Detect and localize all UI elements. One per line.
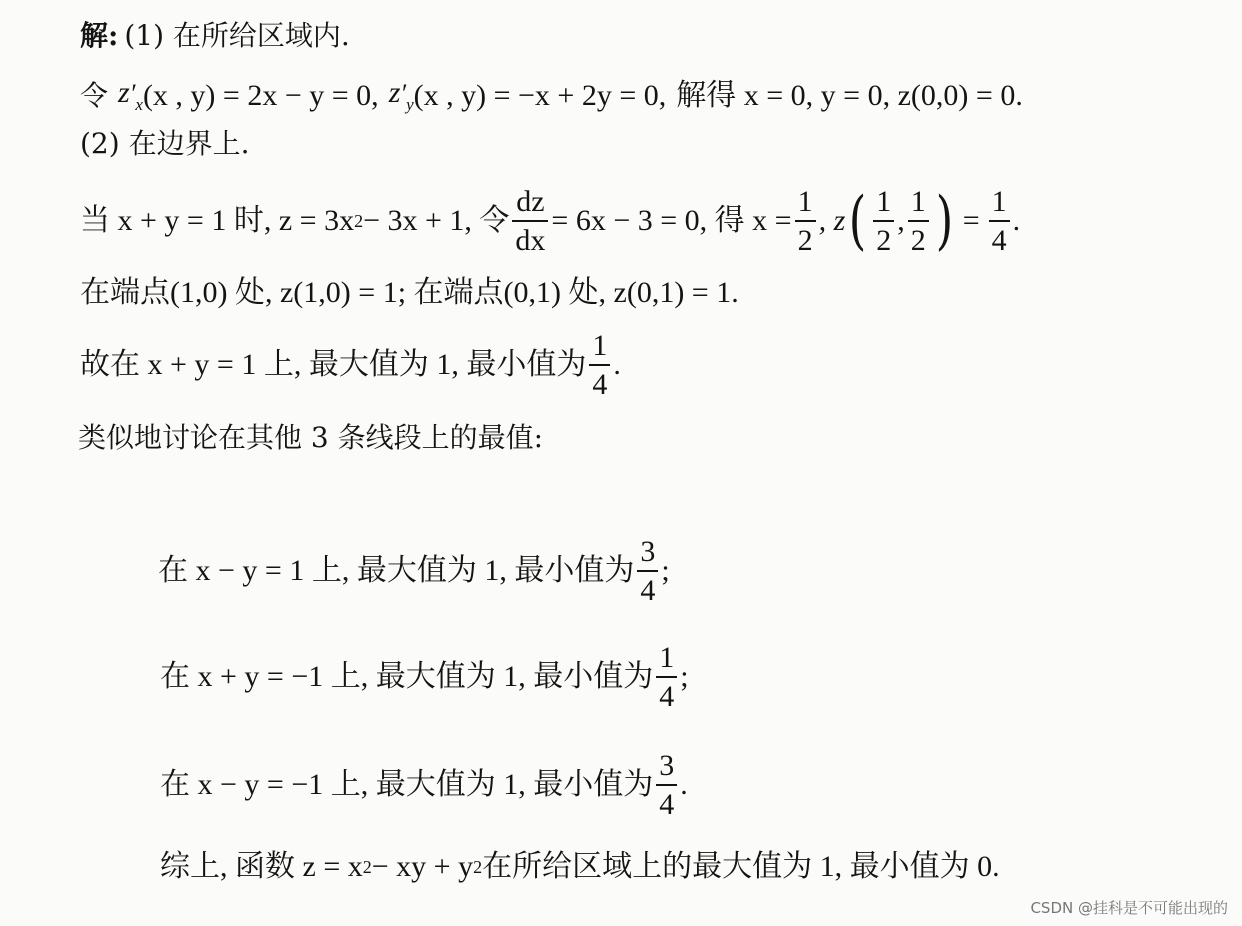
point-y-fraction: $\frac{1}{2}$: [908, 186, 929, 256]
boundary-eq-post: − 3x + 1, 令: [363, 204, 510, 237]
solved-values: 解得 x = 0, y = 0, z(0,0) = 0.: [676, 78, 1023, 112]
segment1-text: 故在 x + y = 1 上, 最大值为 1, 最小值为: [80, 348, 587, 381]
zy-partial: $z'_y$: [388, 76, 414, 114]
solve-label: 解:: [80, 19, 119, 52]
eq2-rest: (x , y) = −x + 2y = 0,: [413, 78, 667, 112]
segment4-min-fraction: $\frac{3}{4}$: [656, 750, 677, 820]
line-segment3-result: 在 x + y = −1 上, 最大值为 1, 最小值为 $\frac{1}{4}$ ;: [160, 641, 689, 713]
segment3-text: 在 x + y = −1 上, 最大值为 1, 最小值为: [160, 660, 654, 693]
point-x-fraction: $\frac{1}{2}$: [873, 186, 894, 256]
part2-title: (2) 在边界上.: [80, 127, 250, 160]
conclusion-pre: 综上, 函数 z = x: [160, 850, 363, 883]
z-value-fraction: $\frac{1}{4}$: [989, 186, 1010, 256]
segment2-min-fraction: $\frac{3}{4}$: [637, 536, 658, 606]
endpoints-text: 在端点(1,0) 处, z(1,0) = 1; 在端点(0,1) 处, z(0,1) = 1.: [80, 276, 739, 309]
line-conclusion: 综上, 函数 z = x 2 − xy + y 2 在所给区域上的最大值为 1, 最小值为 0.: [160, 850, 1000, 883]
similar-note-text: 类似地讨论在其他 3 条线段上的最值:: [78, 421, 544, 454]
x-half-fraction: $\frac{1}{2}$: [795, 186, 816, 256]
csdn-watermark: CSDN @挂科是不可能出现的: [1030, 899, 1228, 917]
line-part1-heading: [80, 19, 350, 52]
line-similar-note: [78, 421, 544, 454]
ling-label: 令: [80, 78, 109, 112]
line-segment4-result: 在 x − y = −1 上, 最大值为 1, 最小值为 $\frac{3}{4}$ .: [160, 749, 688, 821]
line-segment1-result: 故在 x + y = 1 上, 最大值为 1, 最小值为 $\frac{1}{4}$ .: [80, 329, 621, 401]
segment4-text: 在 x − y = −1 上, 最大值为 1, 最小值为: [160, 768, 654, 801]
line-endpoints: [80, 278, 739, 308]
segment2-text: 在 x − y = 1 上, 最大值为 1, 最小值为: [158, 554, 635, 587]
eq1-rest: (x , y) = 2x − y = 0,: [142, 78, 379, 112]
zx-partial: $z'_x$: [118, 76, 143, 114]
derivative-fraction: $\frac{dz}{dx}$: [512, 186, 548, 256]
boundary-eq-pre: 当 x + y = 1 时, z = 3x: [80, 204, 355, 237]
conclusion-mid: − xy + y: [371, 850, 474, 883]
line-boundary-derivative: 当 x + y = 1 时, z = 3x 2 − 3x + 1, 令 $\frac{dz}{dx}$ = 6x − 3 = 0, 得 x = $\frac{1}{2}$ , z ( $\frac{1}{2}$ , $\frac{1}{2}$ ) = $\frac{1}{4}$ .: [80, 184, 1021, 258]
derivative-result: = 6x − 3 = 0, 得 x =: [551, 204, 792, 237]
segment1-min-fraction: $\frac{1}{4}$: [589, 330, 610, 400]
line-part2-heading: [80, 127, 250, 160]
segment3-min-fraction: $\frac{1}{4}$: [656, 642, 677, 712]
line-segment2-result: 在 x − y = 1 上, 最大值为 1, 最小值为 $\frac{3}{4}$ ;: [158, 535, 670, 607]
conclusion-post: 在所给区域上的最大值为 1, 最小值为 0.: [482, 850, 1000, 883]
z-label: , z: [818, 204, 846, 237]
part1-title: (1) 在所给区域内.: [124, 19, 350, 52]
line-critical-point: [80, 78, 1023, 113]
